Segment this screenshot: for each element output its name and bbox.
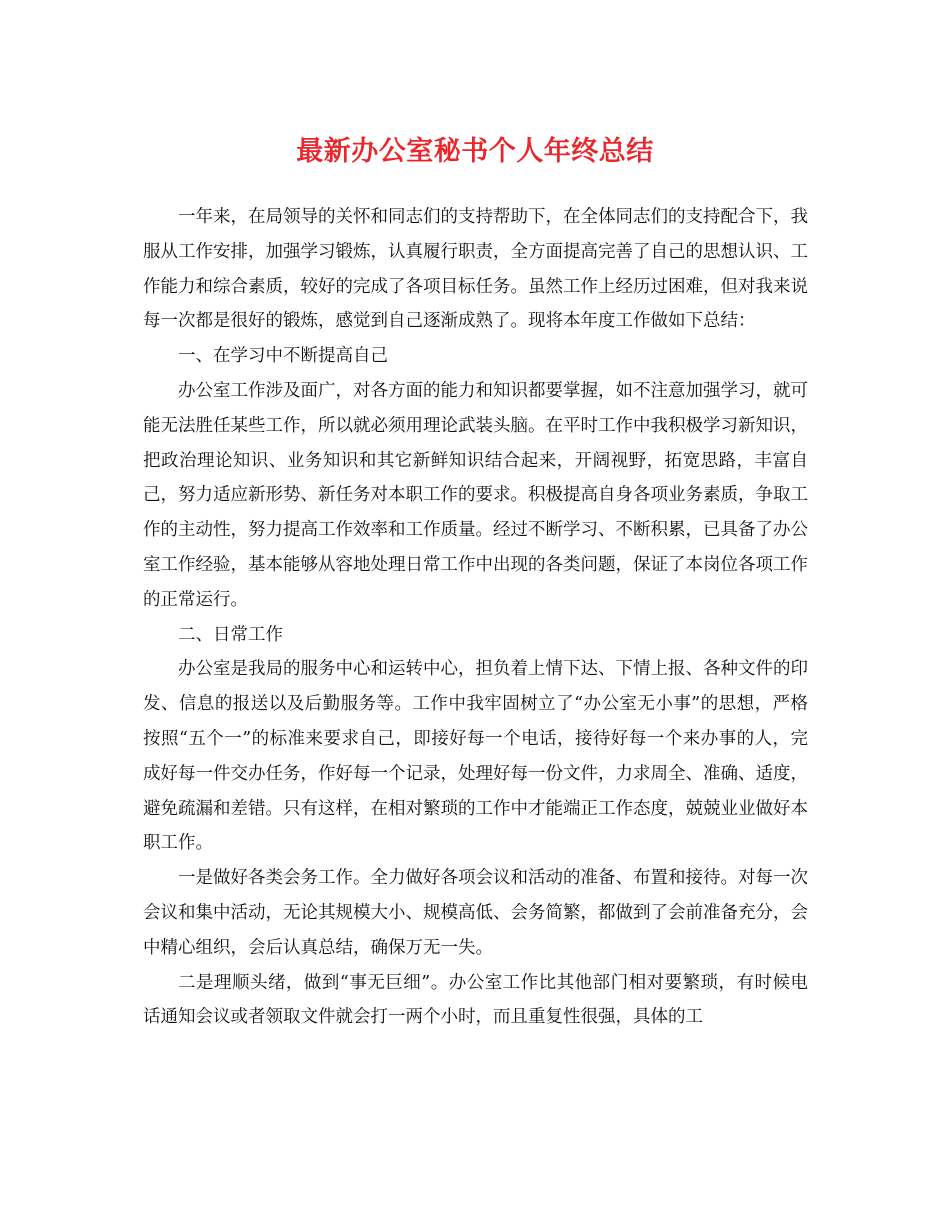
paragraph-meetings: 一是做好各类会务工作。全力做好各项会议和活动的准备、布置和接待。对每一次会议和集中活动，无论其规模大小、规模高低、会务简繁，都做到了会前准备充分，会中精心组织，会后认真总结，确保万无一失。 xyxy=(143,868,808,958)
section-heading-study: 一、在学习中不断提高自己 xyxy=(178,346,388,367)
document-body xyxy=(143,200,808,1035)
paragraph-intro: 一年来，在局领导的关怀和同志们的支持帮助下，在全体同志们的支持配合下，我服从工作安排，加强学习锻炼，认真履行职责，全方面提高完善了自己的思想认识、工作能力和综合素质，较好的完成了各项目标任务。虽然工作上经历过困难，但对我来说每一次都是很好的锻炼，感觉到自己逐渐成熟了。现将本年度工作做如下总结： xyxy=(143,207,808,332)
document-title: 最新办公室秘书个人年终总结 xyxy=(296,136,654,167)
section-heading-daily-work: 二、日常工作 xyxy=(178,624,283,645)
paragraph-study: 办公室工作涉及面广，对各方面的能力和知识都要掌握，如不注意加强学习，就可能无法胜任某些工作，所以就必须用理论武装头脑。在平时工作中我积极学习新知识，把政治理论知识、业务知识和其它新鲜知识结合起来，开阔视野，拓宽思路，丰富自己，努力适应新形势、新任务对本职工作的要求。积极提高自身各项业务素质，争取工作的主动性，努力提高工作效率和工作质量。经过不断学习、不断积累，已具备了办公室工作经验，基本能够从容地处理日常工作中出现的各类问题，保证了本岗位各项工作的正常运行。 xyxy=(143,380,808,610)
paragraph-daily-work: 办公室是我局的服务中心和运转中心，担负着上情下达、下情上报、各种文件的印发、信息的报送以及后勤服务等。工作中我牢固树立了“办公室无小事”的思想，严格按照“五个一”的标准来要求自己，即接好每一个电话，接待好每一个来办事的人，完成好每一件交办任务，作好每一个记录，处理好每一份文件，力求周全、准确、适度，避免疏漏和差错。只有这样，在相对繁琐的工作中才能端正工作态度，兢兢业业做好本职工作。 xyxy=(143,659,808,854)
paragraph-details: 二是理顺头绪，做到“事无巨细”。办公室工作比其他部门相对要繁琐，有时候电话通知会议或者领取文件就会打一两个小时，而且重复性很强，具体的工 xyxy=(143,972,808,1028)
